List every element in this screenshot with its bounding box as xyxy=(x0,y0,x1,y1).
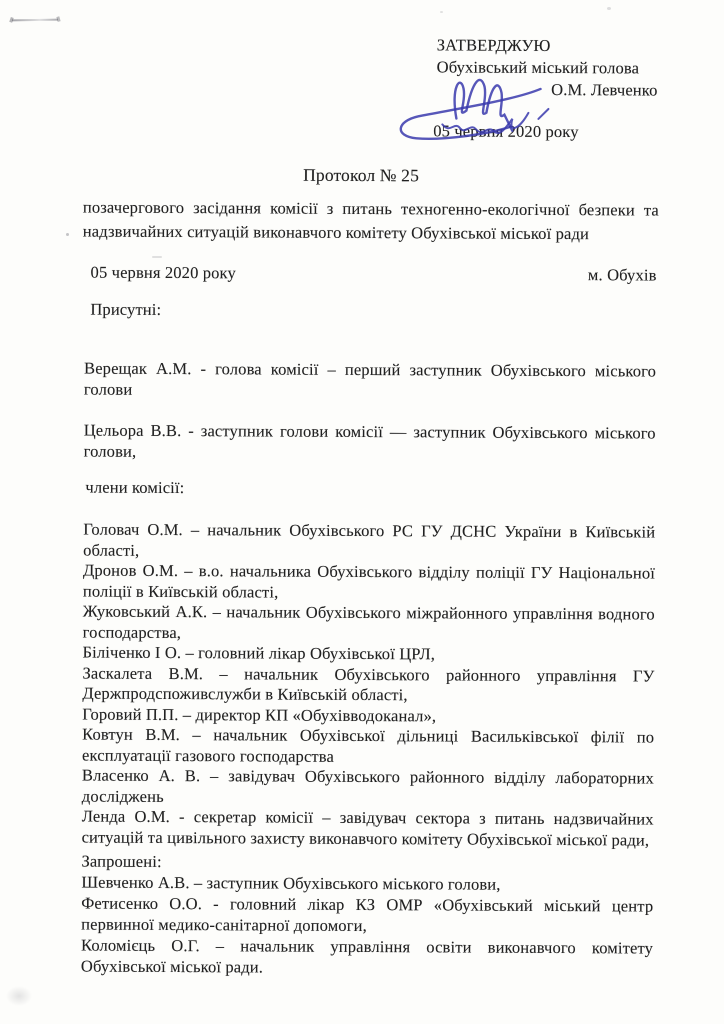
approval-name: О.М. Левченко xyxy=(551,79,658,100)
signature-stroke xyxy=(454,80,512,131)
invited-entry: Коломієць О.Г. – начальник управління освіти виконавчого комітету Обухівської міської ради. xyxy=(80,935,654,977)
date-place-row xyxy=(91,263,657,286)
approval-position: Обухівський міський голова xyxy=(436,57,640,78)
member-entry: Ковтун В.М. – начальник Обухівської дільниці Васильківської філії по експлуатації газового господарства xyxy=(81,724,655,766)
meeting-date: 05 червня 2020 року xyxy=(90,262,236,283)
members-list xyxy=(82,520,656,851)
present-label: Присутні: xyxy=(90,299,162,319)
members-label: члени комісії: xyxy=(85,477,185,498)
member-entry: Власенко А. В. – завідувач Обухівського районного відділу лабораторних досліджень xyxy=(81,765,654,806)
approval-stamp-label: ЗАТВЕРДЖУЮ xyxy=(436,35,551,55)
signature-scribble xyxy=(394,74,566,149)
member-entry: Жуковський А.К. – начальник Обухівського міжрайонного управління водного господарства, xyxy=(82,601,655,642)
present-entry: Цельора В.В. - заступник голови комісії — заступник Обухівського міського голови, xyxy=(83,420,656,461)
invited-entry: Шевченко А.В. – заступник Обухівського міського голови, xyxy=(81,872,501,894)
member-entry: Ленда О.М. - секретар комісії – завідувач сектора з питань надзвичайних ситуацій та цивільного захисту виконавчого комітету Обухівської міської ради, xyxy=(81,806,654,850)
invited-entry: Фетисенко О.О. - головний лікар КЗ ОМР «Обухівський міський центр первинної медико-санітарної допомоги, xyxy=(81,893,654,936)
member-entry: Горовий П.П. – директор КП «Обухівводоканал», xyxy=(82,704,437,725)
member-entry: Заскалета В.М. – начальник Обухівського районного управління ГУ Держпродспоживслужби в Київській області, xyxy=(82,663,655,705)
member-entry: Біліченко І О. – головний лікар Обухівської ЦРЛ, xyxy=(82,642,436,664)
invited-list xyxy=(81,851,654,980)
invited-label: Запрошені: xyxy=(81,851,162,871)
protocol-title: Протокол № 25 xyxy=(303,164,420,186)
protocol-subtitle: позачергового засідання комісії з питань техногенно-екологічної безпеки та надзвичайних ситуацій виконавчого комітету Обухівської міської ради xyxy=(82,197,659,244)
present-entry: Верещак А.М. - голова комісії – перший заступник Обухівського міського голови xyxy=(83,358,657,399)
approval-date: 05 червня 2020 року xyxy=(433,121,579,142)
member-entry: Дронов О.М. – в.о. начальника Обухівського відділу поліції ГУ Національної поліції в Київській області, xyxy=(82,560,656,602)
signature-stroke xyxy=(538,109,548,119)
meeting-place: м. Обухів xyxy=(587,265,657,285)
member-entry: Головач О.М. – начальник Обухівського РС ГУ ДСНС України в Київській області, xyxy=(83,519,656,560)
